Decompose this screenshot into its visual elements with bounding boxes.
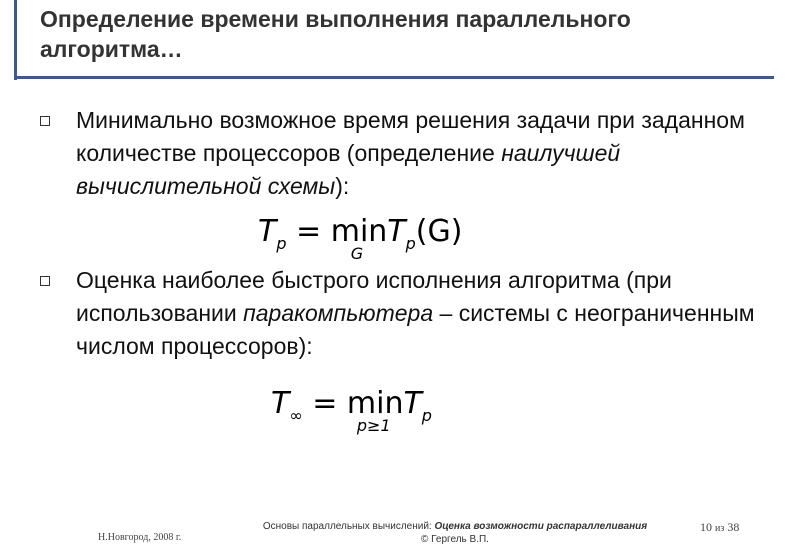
title-block [14, 0, 774, 80]
formula2-lhs-sub: ∞ [289, 406, 303, 425]
footer-course-topic: Оценка возможности распараллеливания [434, 521, 648, 532]
formula1-lhs: T [258, 214, 277, 249]
page-total: 38 [727, 520, 740, 534]
formula2-eq: = [312, 386, 338, 421]
formula1-lhs-sub: p [276, 234, 287, 253]
formula2-min: min [346, 386, 404, 421]
bullet-2-italic: паракомпьютера [243, 300, 434, 326]
formula1-rhs: T [387, 214, 406, 249]
footer-course-line1 [240, 520, 670, 533]
square-bullet-icon [40, 116, 50, 126]
formula2-min-group [346, 386, 404, 435]
footer-author: © Гергель В.П. [421, 534, 489, 545]
formula1-rhs-sub: p [405, 234, 416, 253]
slide-title: Определение времени выполнения параллельного алгоритма… [40, 6, 631, 62]
bullet-1-italic: наилучшей вычислительной схемы [76, 140, 621, 199]
formula1-min-group [330, 214, 388, 263]
page-current: 10 [700, 520, 712, 534]
formula1-min: min [330, 214, 388, 249]
bullet-1-part1: Минимально возможное время решения задачи при заданном количестве процессоров (определение [76, 107, 745, 166]
bullet-text-2 [76, 264, 776, 363]
square-bullet-icon [40, 276, 50, 286]
bullet-1-part2: ): [335, 173, 350, 199]
formula2-rhs: T [403, 386, 422, 421]
formula2-lhs: T [271, 386, 290, 421]
footer-course-prefix: Основы параллельных вычислений: [262, 521, 435, 532]
formula-tp-min [258, 214, 463, 263]
formula2-rhs-sub: p [421, 406, 432, 425]
formula2-min-sub: p≥1 [356, 416, 391, 435]
formula1-arg: (G) [415, 214, 463, 249]
formula-tinf-min [271, 386, 432, 435]
footer-location-date: Н.Новгород, 2008 г. [98, 532, 182, 543]
page-sep: из [715, 523, 725, 534]
bullet-2-part2: – системы с неограниченным числом процессоров): [76, 300, 755, 359]
bullet-text-1 [76, 104, 776, 203]
title-left-bar [14, 0, 17, 80]
formula1-min-sub: G [350, 244, 364, 263]
title-underline [14, 76, 774, 79]
bullet-2-part1: Оценка наиболее быстрого исполнения алгоритма (при использовании [76, 267, 672, 326]
footer-course [240, 520, 670, 546]
page-number [700, 520, 739, 535]
formula1-eq: = [296, 214, 322, 249]
